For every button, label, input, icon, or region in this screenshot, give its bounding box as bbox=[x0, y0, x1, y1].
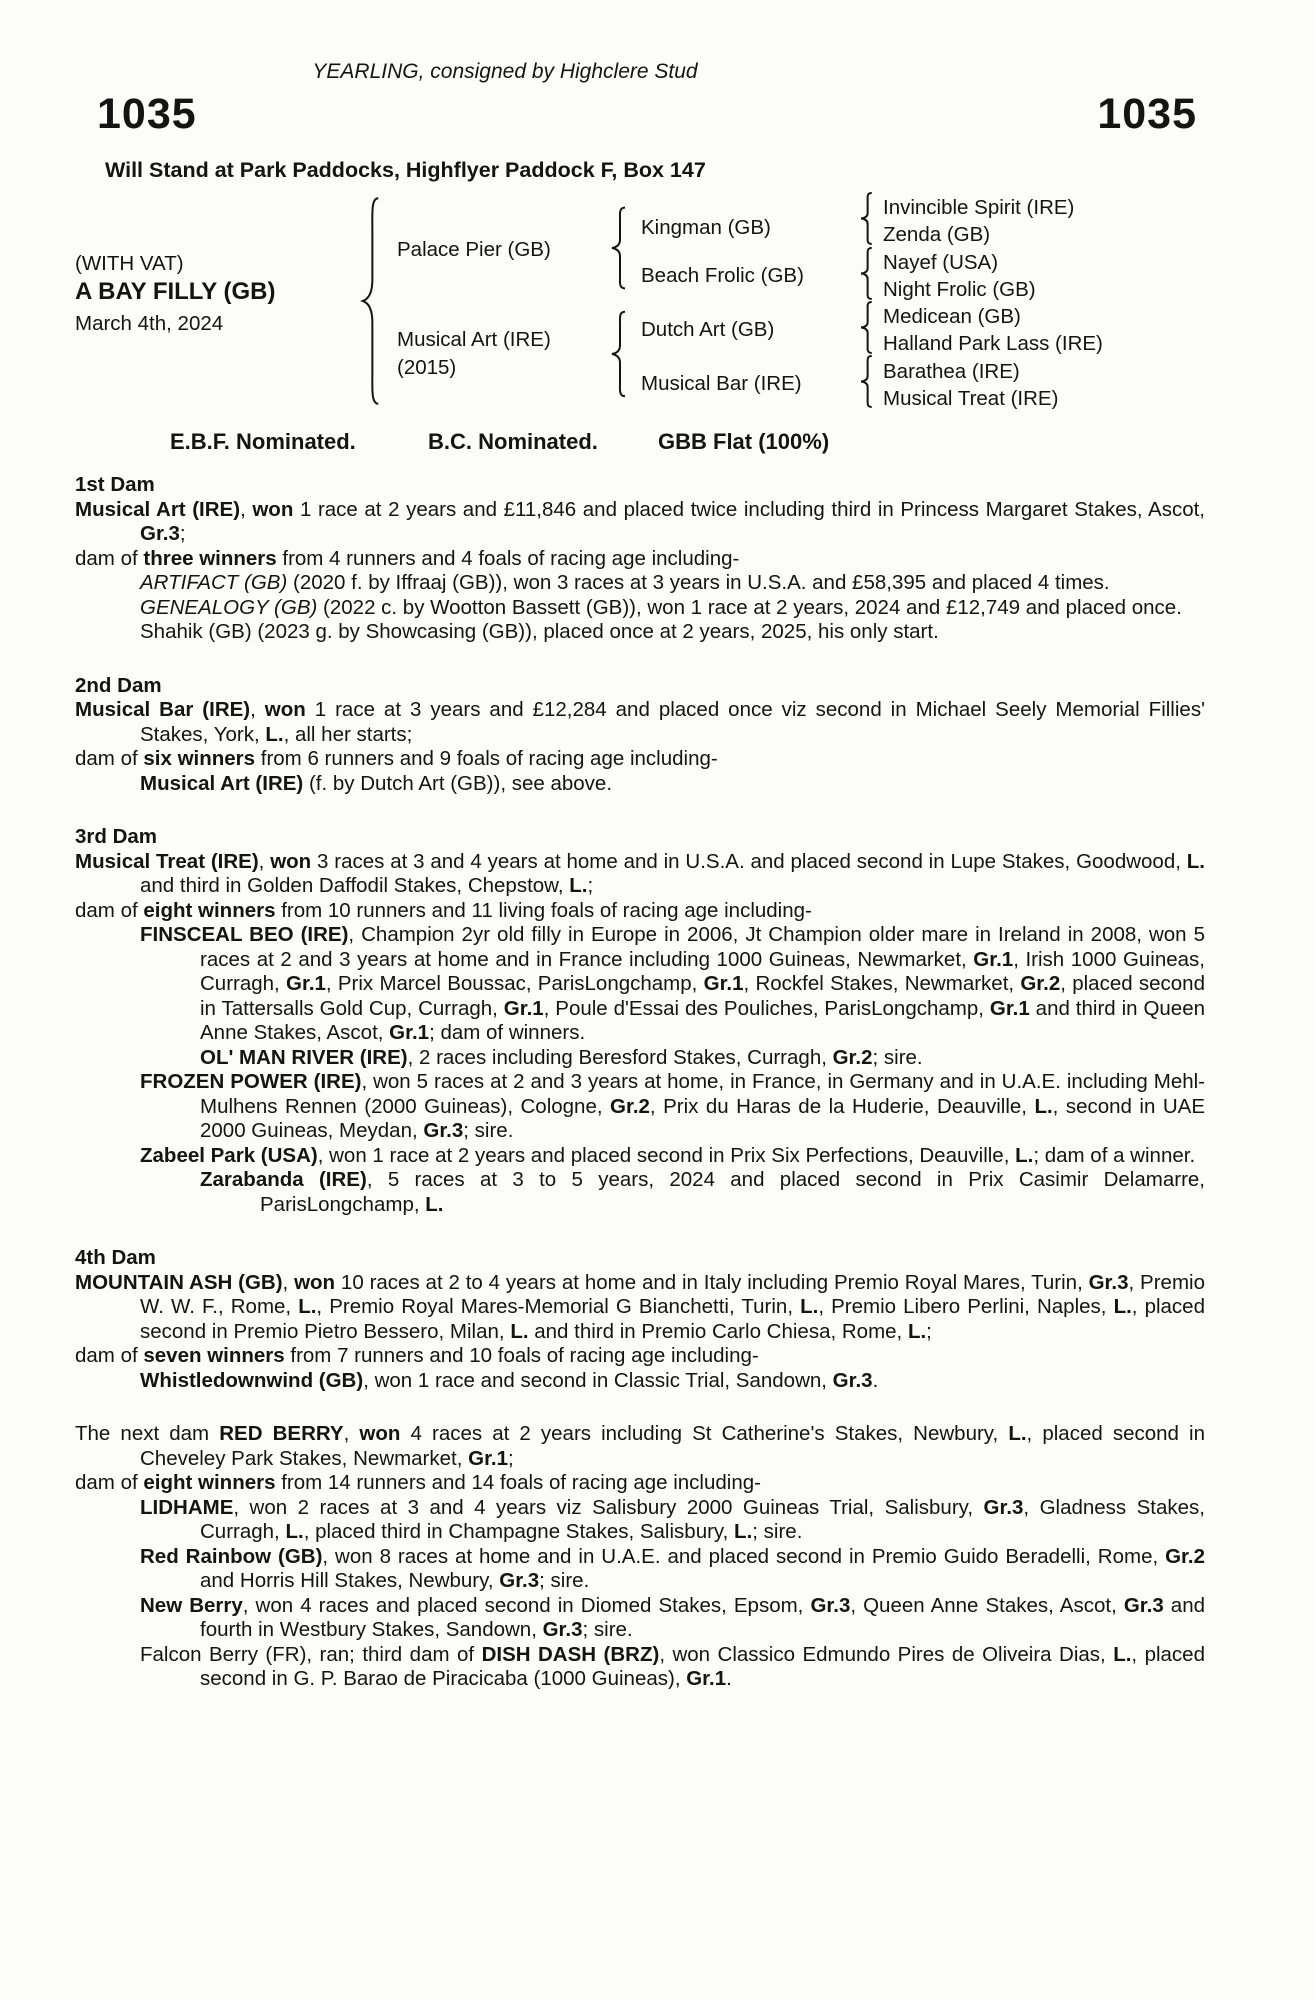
text-run: ; bbox=[587, 874, 594, 897]
consignment-title: YEARLING, consigned by Highclere Stud bbox=[312, 60, 698, 83]
text-run: . bbox=[872, 1368, 879, 1392]
text-run: dam of bbox=[75, 546, 144, 570]
text-run: dam of bbox=[75, 747, 144, 770]
text-run: , Poule d'Essai des Pouliches, ParisLongchamp, bbox=[543, 996, 990, 1020]
text-run: from 10 runners and 11 living foals of racing age including- bbox=[275, 898, 812, 922]
pedigree-paragraph bbox=[75, 1594, 1205, 1643]
dam-heading: 3rd Dam bbox=[75, 825, 158, 848]
text-run: Gr.3 bbox=[542, 1618, 583, 1641]
dam-section bbox=[75, 825, 1205, 1217]
text-run: The next dam bbox=[75, 1422, 220, 1445]
text-run: Gr.1 bbox=[686, 1667, 727, 1690]
text-run: 10 races at 2 to 4 years at home and in Italy including Premio Royal Mares, Turin, bbox=[335, 1270, 1089, 1294]
text-run: , won 2 races at 3 and 4 years viz Salisbury 2000 Guineas Trial, Salisbury, bbox=[233, 1495, 984, 1519]
pedigree-paragraph bbox=[75, 698, 1205, 747]
text-run: and fourth in Westbury Stakes, Sandown, bbox=[200, 1593, 1205, 1641]
text-run: , Queen Anne Stakes, Ascot, bbox=[850, 1593, 1124, 1617]
pedigree-brace-gg1 bbox=[857, 192, 875, 245]
text-run: and Horris Hill Stakes, Newbury, bbox=[200, 1569, 500, 1592]
pedigree-details bbox=[75, 473, 1205, 1692]
ebf-nomination: E.B.F. Nominated. bbox=[170, 429, 356, 454]
text-run: ; dam of a winner. bbox=[1033, 1143, 1196, 1167]
text-run: Gr.3 bbox=[1123, 1593, 1164, 1617]
text-run: dam of bbox=[75, 898, 144, 922]
dam-section bbox=[75, 473, 1205, 645]
text-run: L. bbox=[734, 1520, 753, 1543]
pedigree-paragraph bbox=[75, 1545, 1205, 1594]
pedigree-paragraph bbox=[75, 1422, 1205, 1471]
text-run: ; bbox=[508, 1446, 514, 1470]
pedigree-paragraph bbox=[75, 620, 1205, 645]
dam-section bbox=[75, 1422, 1205, 1692]
text-run: L. bbox=[1186, 849, 1205, 873]
text-run: six winners bbox=[143, 747, 256, 770]
text-run: DISH DASH (BRZ) bbox=[481, 1642, 660, 1666]
text-run: , Premio W. W. F., Rome, bbox=[140, 1270, 1205, 1318]
text-run: , Champion 2yr old filly in Europe in 2006, Jt Champion older mare in Ireland in 2008, won 5 races at 2 and 3 years at home and in France including 1000 Guineas, Newmarket, bbox=[200, 923, 1205, 971]
text-run: Gr.1 bbox=[989, 996, 1030, 1020]
text-run: Zarabanda (IRE) bbox=[200, 1168, 367, 1191]
pedigree-paragraph bbox=[75, 1344, 1205, 1369]
text-run: L. bbox=[425, 1192, 444, 1216]
text-run: , Gladness Stakes, Curragh, bbox=[200, 1495, 1206, 1543]
text-run: dam of bbox=[75, 1471, 144, 1494]
dam-heading: 1st Dam bbox=[75, 473, 155, 496]
text-run: L. bbox=[510, 1319, 529, 1343]
text-run: L. bbox=[1015, 1143, 1034, 1167]
text-run: Gr.2 bbox=[1165, 1544, 1205, 1568]
text-run: won bbox=[294, 1270, 336, 1294]
text-run: , placed second in Tattersalls Gold Cup, Curragh, bbox=[200, 972, 1205, 1020]
text-run: Gr.3 bbox=[1088, 1270, 1129, 1294]
pedigree-paragraph bbox=[75, 1496, 1205, 1545]
text-run: Gr.1 bbox=[468, 1446, 509, 1470]
pedigree-paragraph bbox=[75, 747, 1205, 772]
text-run: (f. by Dutch Art (GB)), see above. bbox=[303, 771, 613, 795]
pedigree-paragraph bbox=[75, 1046, 1205, 1071]
text-run: ; dam of winners. bbox=[429, 1021, 586, 1044]
text-run: , won 1 race and second in Classic Trial, Sandown, bbox=[363, 1368, 833, 1392]
text-run: RED BERRY bbox=[219, 1422, 344, 1445]
text-run: 1 race at 3 years and £12,284 and placed once viz second in Michael Seely Memorial Fillies' Stakes, York, bbox=[140, 698, 1205, 746]
subject-name: A BAY FILLY (GB) bbox=[75, 278, 276, 305]
text-run: FROZEN POWER (IRE) bbox=[140, 1070, 362, 1093]
text-run: Gr.1 bbox=[973, 947, 1014, 971]
text-run: , placed third in Champagne Stakes, Salisbury, bbox=[303, 1520, 735, 1543]
vat-note: (WITH VAT) bbox=[75, 252, 184, 275]
text-run: three winners bbox=[143, 546, 277, 570]
gbb-nomination: GBB Flat (100%) bbox=[658, 429, 830, 454]
nominations-line bbox=[75, 429, 1240, 459]
dam-section bbox=[75, 1246, 1205, 1393]
sire-name: Palace Pier (GB) bbox=[397, 238, 551, 261]
text-run: MOUNTAIN ASH (GB) bbox=[75, 1270, 283, 1294]
text-run: Whistledownwind (GB) bbox=[140, 1368, 364, 1392]
stand-location-line: Will Stand at Park Paddocks, Highflyer Paddock F, Box 147 bbox=[105, 158, 706, 182]
text-run: , bbox=[240, 497, 253, 521]
text-run: Gr.1 bbox=[286, 972, 326, 995]
text-run: from 6 runners and 9 foals of racing age including- bbox=[255, 747, 718, 770]
pedigree-brace-dam bbox=[607, 310, 629, 398]
dam-year: (2015) bbox=[397, 356, 457, 379]
text-run: won bbox=[264, 698, 306, 721]
text-run: , bbox=[250, 698, 265, 721]
text-run: Musical Art (IRE) bbox=[140, 771, 304, 795]
text-run: ; sire. bbox=[539, 1569, 590, 1592]
great-grandparent-2: Zenda (GB) bbox=[883, 223, 991, 246]
text-run: Gr.3 bbox=[810, 1593, 851, 1617]
text-run: (2020 f. by Iffraaj (GB)), won 3 races at 3 years in U.S.A. and £58,395 and placed 4 times. bbox=[287, 571, 1110, 594]
text-run: from 7 runners and 10 foals of racing age including- bbox=[284, 1344, 759, 1367]
text-run: , won Classico Edmundo Pires de Oliveira Dias, bbox=[659, 1642, 1114, 1666]
lot-number-left: 1035 bbox=[97, 90, 197, 138]
text-run: , Prix Marcel Boussac, ParisLongchamp, bbox=[325, 972, 704, 995]
pedigree-paragraph bbox=[75, 547, 1205, 572]
text-run: OL' MAN RIVER (IRE) bbox=[200, 1045, 408, 1069]
great-grandparent-4: Night Frolic (GB) bbox=[883, 278, 1036, 301]
pedigree-paragraph bbox=[75, 1643, 1205, 1692]
text-run: , Prix du Haras de la Huderie, Deauville, bbox=[649, 1094, 1035, 1118]
text-run: Falcon Berry (FR), ran; third dam of bbox=[140, 1642, 482, 1666]
text-run: FINSCEAL BEO (IRE) bbox=[140, 923, 349, 946]
lot-number-right: 1035 bbox=[1097, 90, 1197, 138]
pedigree-brace-sire bbox=[607, 206, 629, 290]
text-run: , second in UAE 2000 Guineas, Meydan, bbox=[200, 1094, 1205, 1142]
pedigree-paragraph bbox=[75, 850, 1205, 899]
dam-heading: 4th Dam bbox=[75, 1246, 156, 1269]
text-run: from 14 runners and 14 foals of racing age including- bbox=[275, 1471, 761, 1494]
text-run: ; sire. bbox=[463, 1119, 514, 1142]
text-run: ; bbox=[179, 522, 186, 545]
text-run: Musical Treat (IRE) bbox=[75, 849, 259, 873]
pedigree-brace-gg2 bbox=[857, 247, 875, 300]
text-run: , bbox=[282, 1270, 295, 1294]
great-grandparent-6: Halland Park Lass (IRE) bbox=[883, 332, 1103, 355]
pedigree-brace-gg4 bbox=[857, 355, 875, 408]
great-grandparent-7: Barathea (IRE) bbox=[883, 360, 1020, 383]
text-run: GENEALOGY (GB) bbox=[140, 595, 318, 619]
text-run: New Berry bbox=[140, 1593, 243, 1617]
text-run: L. bbox=[569, 874, 588, 897]
text-run: , bbox=[343, 1422, 360, 1445]
bc-nomination: B.C. Nominated. bbox=[428, 429, 598, 454]
text-run: Musical Art (IRE) bbox=[75, 497, 241, 521]
text-run: Gr.3 bbox=[140, 522, 180, 545]
text-run: 3 races at 3 and 4 years at home and in U.S.A. and placed second in Lupe Stakes, Goodwood, bbox=[311, 849, 1187, 873]
pedigree-paragraph bbox=[75, 571, 1205, 596]
pedigree-paragraph bbox=[75, 1168, 1205, 1217]
pedigree-paragraph bbox=[75, 899, 1205, 924]
text-run: L. bbox=[907, 1319, 927, 1343]
pedigree-paragraph bbox=[75, 596, 1205, 621]
text-run: , bbox=[258, 849, 271, 873]
dam-section bbox=[75, 674, 1205, 797]
text-run: Gr.2 bbox=[1020, 972, 1061, 995]
text-run: L. bbox=[285, 1520, 304, 1543]
great-grandparent-5: Medicean (GB) bbox=[883, 305, 1021, 328]
text-run: Gr.1 bbox=[503, 996, 544, 1020]
pedigree-paragraph bbox=[75, 1471, 1205, 1496]
text-run: , won 1 race at 2 years and placed second in Prix Six Perfections, Deauville, bbox=[317, 1143, 1016, 1167]
text-run: , all her starts; bbox=[283, 722, 413, 746]
text-run: eight winners bbox=[143, 1471, 276, 1494]
great-grandparent-8: Musical Treat (IRE) bbox=[883, 387, 1059, 410]
text-run: Gr.3 bbox=[499, 1569, 540, 1592]
text-run: L. bbox=[265, 722, 284, 746]
text-run: Red Rainbow (GB) bbox=[140, 1544, 323, 1568]
text-run: Shahik (GB) (2023 g. by Showcasing (GB)), placed once at 2 years, 2025, his only start. bbox=[140, 620, 939, 643]
text-run: , won 4 races and placed second in Diomed Stakes, Epsom, bbox=[242, 1593, 811, 1617]
grandsire-dam: Dutch Art (GB) bbox=[641, 318, 775, 341]
text-run: (2022 c. by Wootton Bassett (GB)), won 1 race at 2 years, 2024 and £12,749 and placed once. bbox=[317, 595, 1182, 619]
grandam-dam: Musical Bar (IRE) bbox=[641, 372, 802, 395]
text-run: won bbox=[359, 1422, 401, 1445]
foal-date: March 4th, 2024 bbox=[75, 312, 224, 335]
text-run: dam of bbox=[75, 1344, 144, 1367]
text-run: ; sire. bbox=[582, 1618, 633, 1641]
text-run: Zabeel Park (USA) bbox=[140, 1143, 318, 1167]
dam-name: Musical Art (IRE) bbox=[397, 328, 551, 351]
text-run: L. bbox=[298, 1295, 317, 1318]
dam-heading: 2nd Dam bbox=[75, 673, 162, 697]
pedigree-paragraph bbox=[75, 772, 1205, 797]
pedigree-paragraph bbox=[75, 923, 1205, 1046]
text-run: , Premio Libero Perlini, Naples, bbox=[818, 1295, 1114, 1318]
text-run: won bbox=[270, 849, 312, 873]
text-run: won bbox=[252, 497, 294, 521]
text-run: Gr.2 bbox=[610, 1094, 650, 1118]
great-grandparent-1: Invincible Spirit (IRE) bbox=[883, 196, 1075, 219]
text-run: and third in Queen Anne Stakes, Ascot, bbox=[200, 996, 1205, 1044]
text-run: L. bbox=[1113, 1295, 1132, 1318]
text-run: Gr.3 bbox=[832, 1368, 873, 1392]
pedigree-paragraph bbox=[75, 498, 1205, 547]
text-run: ; sire. bbox=[752, 1520, 803, 1543]
text-run: , placed second in Premio Pietro Bessero, Milan, bbox=[140, 1295, 1205, 1343]
text-run: LIDHAME bbox=[140, 1495, 234, 1519]
text-run: ARTIFACT (GB) bbox=[140, 571, 288, 594]
pedigree-paragraph bbox=[75, 1271, 1205, 1345]
text-run: Gr.3 bbox=[423, 1119, 464, 1142]
text-run: Gr.2 bbox=[832, 1045, 873, 1069]
pedigree-brace-main bbox=[357, 194, 383, 408]
text-run: , placed second in Cheveley Park Stakes, Newmarket, bbox=[140, 1422, 1205, 1470]
pedigree-paragraph bbox=[75, 1070, 1205, 1144]
text-run: and third in Golden Daffodil Stakes, Chepstow, bbox=[140, 874, 570, 897]
text-run: , 2 races including Beresford Stakes, Curragh, bbox=[407, 1045, 833, 1069]
text-run: Musical Bar (IRE) bbox=[75, 698, 251, 721]
text-run: L. bbox=[1113, 1642, 1132, 1666]
text-run: , Irish 1000 Guineas, Curragh, bbox=[200, 947, 1205, 995]
text-run: , Premio Royal Mares-Memorial G Bianchetti, Turin, bbox=[316, 1295, 801, 1318]
text-run: ; bbox=[926, 1319, 932, 1343]
text-run: , placed second in G. P. Barao de Piracicaba (1000 Guineas), bbox=[200, 1642, 1205, 1690]
text-run: L. bbox=[1034, 1094, 1053, 1118]
text-run: Gr.3 bbox=[983, 1495, 1024, 1519]
text-run: 1 race at 2 years and £11,846 and placed twice including third in Princess Margaret Stakes, Ascot, bbox=[293, 497, 1205, 521]
text-run: 4 races at 2 years including St Catherine's Stakes, Newbury, bbox=[400, 1422, 1009, 1445]
grandam-sire: Beach Frolic (GB) bbox=[641, 264, 804, 287]
text-run: , won 8 races at home and in U.A.E. and placed second in Premio Guido Beradelli, Rome, bbox=[322, 1544, 1166, 1568]
text-run: eight winners bbox=[143, 898, 276, 922]
great-grandparent-3: Nayef (USA) bbox=[883, 251, 999, 274]
pedigree-brace-gg3 bbox=[857, 301, 875, 354]
text-run: from 4 runners and 4 foals of racing age including- bbox=[276, 546, 740, 570]
text-run: , Rockfel Stakes, Newmarket, bbox=[743, 972, 1021, 995]
text-run: Gr.1 bbox=[389, 1021, 430, 1044]
text-run: . bbox=[726, 1667, 732, 1690]
pedigree-paragraph bbox=[75, 1369, 1205, 1394]
text-run: , 5 races at 3 to 5 years, 2024 and placed second in Prix Casimir Delamarre, ParisLongchamp, bbox=[260, 1168, 1205, 1216]
text-run: seven winners bbox=[143, 1344, 285, 1367]
text-run: , won 5 races at 2 and 3 years at home, in France, in Germany and in U.A.E. including Mehl-Mulhens Rennen (2000 Guineas), Cologne, bbox=[200, 1070, 1205, 1118]
pedigree-table bbox=[75, 190, 1240, 428]
pedigree-paragraph bbox=[75, 1144, 1205, 1169]
text-run: Gr.1 bbox=[703, 972, 744, 995]
text-run: L. bbox=[800, 1295, 819, 1318]
grandsire-sire: Kingman (GB) bbox=[641, 216, 771, 239]
text-run: ; sire. bbox=[872, 1045, 923, 1069]
text-run: L. bbox=[1008, 1422, 1027, 1445]
text-run: and third in Premio Carlo Chiesa, Rome, bbox=[528, 1319, 908, 1343]
